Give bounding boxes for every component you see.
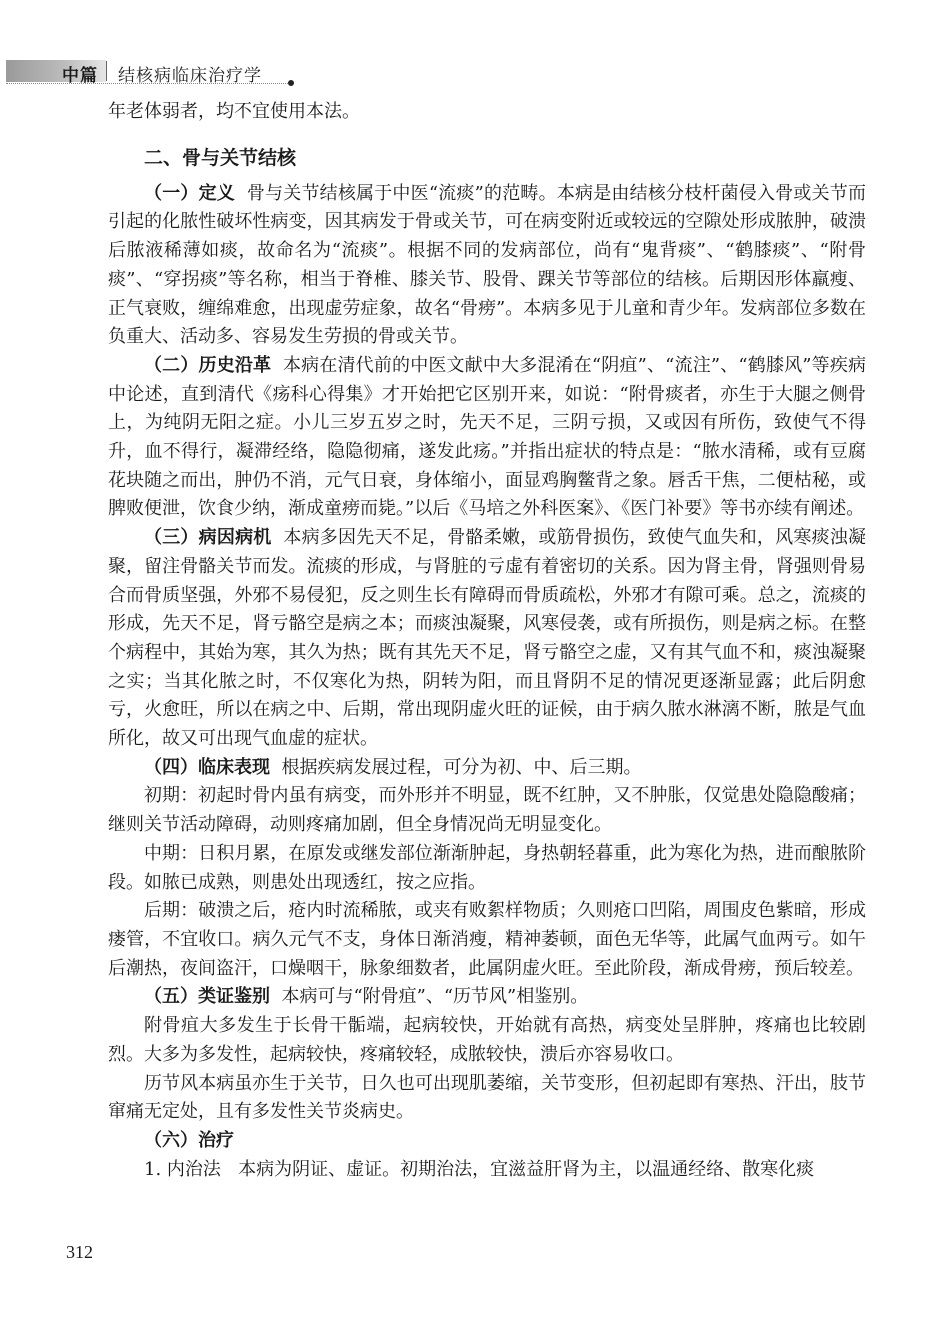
definition-heading: （一）定义 bbox=[144, 182, 235, 204]
differential-heading: （五）类证鉴别 bbox=[144, 986, 270, 1008]
header-separator bbox=[106, 61, 107, 81]
history-text: 本病在清代前的中医文献中大多混淆在“阴疽”、“流注”、“鹤膝风”等疾病中论述，直到清代《疡科心得集》才开始把它区别开来，如说：“附骨痰者，亦生于大腿之侧骨上，为纯阴无阳之症。小儿三岁五岁之时，先天不足，三阴亏损，又或因有所伤，致使气不得升，血不得行，凝滞经络，隐隐彻痛，遂发此疡。”并指出症状的特点是：“脓水清稀，或有豆腐花块随之而出，肿仍不消，元气日衰，身体缩小，面显鸡胸鳖背之象。唇舌干焦，二便枯秘，或脾败便泄，饮食少纳，渐成童痨而毙。”以后《马培之外科医案》、《医门补要》等书亦续有阐述。 bbox=[108, 354, 867, 520]
fuguju-paragraph: 附骨疽大多发生于长骨干骺端，起病较快，开始就有高热，病变处呈胖肿，疼痛也比较剧烈。大多为多发性，起病较快，疼痛较轻，成脓较快，溃后亦容易收口。 bbox=[108, 1015, 866, 1065]
page-body bbox=[108, 98, 866, 1184]
page-number: 312 bbox=[66, 1242, 93, 1262]
history-paragraph bbox=[108, 352, 866, 524]
clinical-text: 根据疾病发展过程，可分为初、中、后三期。 bbox=[281, 756, 642, 778]
clinical-paragraph bbox=[108, 754, 866, 783]
internal-treatment-paragraph bbox=[108, 1156, 866, 1185]
late-stage-paragraph: 后期：破溃之后，疮内时流稀脓，或夹有败絮样物质；久则疮口凹陷，周围皮色紫暗，形成瘘管，不宜收口。病久元气不支，身体日渐消瘦，精神萎顿，面色无华等，此属气血两亏。如午后潮热，夜间盗汗，口燥咽干，脉象细数者，此属阴虚火旺。至此阶段，渐成骨痨，预后较差。 bbox=[108, 900, 866, 979]
treatment-heading: （六）治疗 bbox=[144, 1129, 234, 1151]
early-stage-paragraph: 初期：初起时骨内虽有病变，而外形并不明显，既不红肿，又不肿胀，仅觉患处隐隐酸痛；继则关节活动障碍，动则疼痛加剧，但全身情况尚无明显变化。 bbox=[108, 785, 866, 836]
header-part-label: 中篇 bbox=[62, 66, 98, 86]
running-header bbox=[0, 56, 300, 86]
treatment-heading-line bbox=[108, 1127, 866, 1156]
definition-paragraph bbox=[108, 180, 866, 352]
clinical-heading: （四）临床表现 bbox=[144, 756, 270, 778]
etiology-heading: （三）病因病机 bbox=[144, 527, 272, 549]
differential-paragraph bbox=[108, 983, 866, 1012]
header-dotted-rule bbox=[6, 83, 290, 84]
history-heading: （二）历史沿革 bbox=[144, 354, 272, 376]
lijiefeng-paragraph: 历节风本病虽亦生于关节，日久也可出现肌萎缩，关节变形，但初起即有寒热、汗出，肢节窜痛无定处，且有多发性关节炎病史。 bbox=[108, 1072, 866, 1123]
definition-text: 骨与关节结核属于中医“流痰”的范畴。本病是由结核分枝杆菌侵入骨或关节而引起的化脓性破坏性病变，因其病发于骨或关节，可在病变附近或较远的空隙处形成脓肿，破溃后脓液稀薄如痰，故命名为“流痰”。根据不同的发病部位，尚有“鬼背痰”、“鹤膝痰”、“附骨痰”、“穿拐痰”等名称，相当于脊椎、膝关节、股骨、踝关节等部位的结核。后期因形体羸瘦、正气衰败，缠绵难愈，出现虚劳症象，故名“骨痨”。本病多见于儿童和青少年。发病部位多数在负重大、活动多、容易发生劳损的骨或关节。 bbox=[108, 182, 866, 348]
header-dot-icon bbox=[288, 80, 294, 86]
etiology-text: 本病多因先天不足，骨骼柔嫩，或筋骨损伤，致使气血失和，风寒痰浊凝聚，留注骨骼关节而发。流痰的形成，与肾脏的亏虚有着密切的关系。因为肾主骨，肾强则骨易合而骨质坚强，外邪不易侵犯，反之则生长有障碍而骨质疏松，外邪才有隙可乘。总之，流痰的形成，先天不足，肾亏骼空是病之本；而痰浊凝聚，风寒侵袭，或有所损伤，则是病之标。在整个病程中，其始为寒，其久为热；既有其先天不足，肾亏骼空之虚，又有其气血不和，痰浊凝聚之实；当其化脓之时，不仅寒化为热，阴转为阳，而且肾阴不足的情况更逐渐显露；此后阴愈亏，火愈旺，所以在病之中、后期，常出现阴虚火旺的证候，由于病久脓水淋漓不断，脓是气血所化，故又可出现气血虚的症状。 bbox=[108, 527, 866, 750]
internal-treatment-label: 1. 内治法 bbox=[144, 1158, 221, 1180]
etiology-paragraph bbox=[108, 524, 866, 754]
middle-stage-paragraph: 中期：日积月累，在原发或继发部位渐渐肿起，身热朝轻暮重，此为寒化为热，进而酿脓阶段。如脓已成熟，则患处出现透红，按之应指。 bbox=[108, 842, 866, 893]
internal-treatment-text: 本病为阴证、虚证。初期治法，宜滋益肝肾为主，以温通经络、散寒化痰 bbox=[238, 1158, 815, 1180]
section-title: 二、骨与关节结核 bbox=[144, 146, 297, 169]
differential-text: 本病可与“附骨疽”、“历节风”相鉴别。 bbox=[281, 986, 589, 1008]
header-book-title: 结核病临床治疗学 bbox=[118, 66, 262, 86]
intro-paragraph: 年老体弱者，均不宜使用本法。 bbox=[108, 101, 360, 122]
